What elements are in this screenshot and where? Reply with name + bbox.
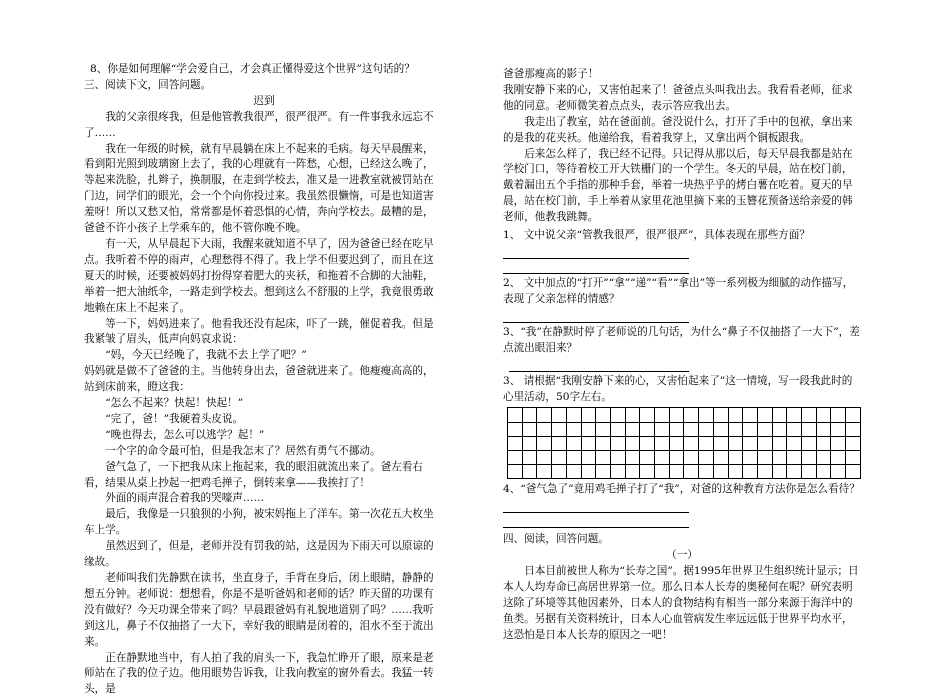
- grid-cell[interactable]: [669, 465, 684, 479]
- grid-cell[interactable]: [684, 422, 699, 436]
- grid-cell[interactable]: [596, 465, 611, 479]
- grid-cell[interactable]: [581, 436, 596, 450]
- grid-cell[interactable]: [699, 422, 714, 436]
- grid-cell[interactable]: [655, 436, 670, 450]
- grid-cell[interactable]: [552, 465, 567, 479]
- story-paragraph: 最后，我像是一只狼狈的小狗，被宋妈拖上了洋车。第一次花五大枚坐车上学。: [84, 508, 434, 537]
- grid-cell[interactable]: [831, 450, 846, 464]
- grid-cell[interactable]: [757, 465, 772, 479]
- grid-cell[interactable]: [581, 422, 596, 436]
- grid-cell[interactable]: [728, 408, 743, 422]
- grid-cell[interactable]: [816, 436, 831, 450]
- grid-cell[interactable]: [787, 465, 802, 479]
- grid-cell[interactable]: [772, 408, 787, 422]
- grid-cell[interactable]: [610, 422, 625, 436]
- grid-cell[interactable]: [537, 465, 552, 479]
- grid-cell[interactable]: [669, 436, 684, 450]
- grid-cell[interactable]: [522, 450, 537, 464]
- grid-cell[interactable]: [581, 465, 596, 479]
- grid-cell[interactable]: [831, 422, 846, 436]
- grid-cell[interactable]: [846, 465, 861, 479]
- section-3-heading: 三、阅读下文，回答问题。: [84, 78, 212, 91]
- grid-cell[interactable]: [596, 422, 611, 436]
- grid-cell[interactable]: [816, 408, 831, 422]
- grid-cell[interactable]: [640, 465, 655, 479]
- grid-cell[interactable]: [684, 408, 699, 422]
- grid-cell[interactable]: [772, 422, 787, 436]
- grid-cell[interactable]: [581, 408, 596, 422]
- grid-cell[interactable]: [625, 450, 640, 464]
- grid-cell[interactable]: [831, 408, 846, 422]
- answer-line[interactable]: [503, 259, 689, 274]
- question-4: 4、“爸气急了”竟用鸡毛掸子打了“我”，对爸的这种教育方法你是怎么看待？: [503, 483, 860, 496]
- story-paragraph: 我在一年级的时候，就有早晨躺在床上不起来的毛病。每天早晨醒来，看到阳光照到玻璃窗上去了，我的心理就有一阵愁，心想，已经这么晚了，等起来洗脸，扎辫子，换制服，在走到学校去，准又是一进教室就被罚站在门边，同学们的眼光，会一个个向你投过来。我虽然很懒惰，可是也知道害羞呀！所以又愁又怕，常常都是怀着恐惧的心情，奔向学校去。最糟的是，爸爸不许小孩子上学乘车的，他不管你晚不晚。: [84, 142, 434, 235]
- grid-cell[interactable]: [552, 450, 567, 464]
- grid-cell[interactable]: [713, 408, 728, 422]
- grid-cell[interactable]: [537, 450, 552, 464]
- story-paragraph: “完了，爸！”我硬着头皮说。: [105, 412, 244, 425]
- story-paragraph: 爸气急了，一下把我从床上拖起来，我的眼泪就流出来了。爸左看右看，结果从桌上抄起一把鸡毛掸子，倒转来拿——我挨打了！: [84, 460, 423, 489]
- question-writing: 3、 请根据“我刚安静下来的心，又害怕起来了”这一情境，写一段我此时的心里活动，50字左右。: [503, 374, 853, 403]
- grid-cell[interactable]: [816, 422, 831, 436]
- story-paragraph: 虽然迟到了，但是，老师并没有罚我的站，这是因为下雨天可以原谅的缘故。: [84, 540, 434, 569]
- grid-cell[interactable]: [625, 408, 640, 422]
- grid-cell[interactable]: [537, 436, 552, 450]
- grid-cell[interactable]: [596, 408, 611, 422]
- question-3: 3、“我”在静默时停了老师说的几句话，为什么“鼻子不仅抽搭了一大下”，差点流出眼泪来？: [503, 325, 860, 354]
- left-column: [84, 62, 444, 698]
- story-paragraph: 正在静默地当中，有人拍了我的肩头一下，我急忙睁开了眼，原来是老师站在了我的位子边。他用眼势告诉我，让我向教室的窗外看去。我猛一转头，是: [84, 651, 434, 696]
- grid-cell[interactable]: [625, 422, 640, 436]
- grid-cell[interactable]: [640, 408, 655, 422]
- story-paragraph: 等一下，妈妈进来了。他看我还没有起床，吓了一跳，催促着我。但是我紧皱了眉头，低声向妈哀求说：: [84, 317, 434, 346]
- grid-cell[interactable]: [508, 436, 523, 450]
- reading-subtitle: （一）: [666, 549, 698, 562]
- grid-cell[interactable]: [846, 408, 861, 422]
- story-paragraph: 我刚安静下来的心，又害怕起来了！爸爸点头叫我出去。我看看老师，征求他的同意。老师微笑着点点头，表示答应我出去。: [503, 83, 853, 112]
- story-paragraph: “妈，今天已经晚了，我就不去上学了吧？”: [105, 349, 307, 362]
- grid-cell[interactable]: [669, 408, 684, 422]
- grid-cell[interactable]: [728, 436, 743, 450]
- grid-cell[interactable]: [699, 436, 714, 450]
- grid-cell[interactable]: [787, 436, 802, 450]
- grid-cell[interactable]: [610, 450, 625, 464]
- grid-cell[interactable]: [552, 422, 567, 436]
- grid-cell[interactable]: [743, 465, 758, 479]
- story-paragraph: 老师叫我们先静默在读书，坐直身子，手背在身后，闭上眼睛，静静的想五分钟。老师说：想想看，你是不是听爸妈和老师的话？昨天留的功课有没有做好？今天功课全带来了吗？早晨跟爸妈有礼貌地道别了吗？……我听到这儿，鼻子不仅抽搭了一大下，幸好我的眼睛是闭着的，泪水不至于流出来。: [84, 572, 434, 648]
- grid-cell[interactable]: [699, 465, 714, 479]
- grid-cell[interactable]: [566, 465, 581, 479]
- story-paragraph: 一个字的命令最可怕，但是我怎末了？居然有勇气不挪动。: [105, 444, 381, 457]
- grid-cell[interactable]: [743, 408, 758, 422]
- grid-cell[interactable]: [669, 450, 684, 464]
- story-title: 迟到: [253, 94, 275, 107]
- grid-cell[interactable]: [699, 450, 714, 464]
- story-paragraph: 后来怎么样了，我已经不记得。只记得从那以后，每天早晨我都是站在学校门口，等待着校工开大铁栅门的一个学生。冬天的早晨，站在校门前，戴着漏出五个手指的那种手套，举着一块热乎乎的烤白薯在吃着。夏天的早晨，站在校门前，手上举着从家里花池里摘下来的玉簪花预备送给亲爱的韩老师，他教我跳舞。: [503, 147, 853, 224]
- grid-cell[interactable]: [537, 422, 552, 436]
- grid-cell[interactable]: [566, 450, 581, 464]
- story-paragraph: 我走出了教室，站在爸面前。爸没说什么，打开了手中的包袱，拿出来的是我的花夹袄。他递给我，看着我穿上，又拿出两个铜板跟我。: [503, 115, 853, 144]
- grid-cell[interactable]: [757, 450, 772, 464]
- answer-line[interactable]: [503, 513, 689, 528]
- question-1: 1、 文中说父亲“管教我很严，很严很严”，具体表现在那些方面？: [503, 229, 810, 242]
- grid-cell[interactable]: [566, 422, 581, 436]
- story-paragraph: 我的父亲很疼我，但是他管教我很严，很严很严。有一件事我永远忘不了……: [84, 110, 434, 139]
- grid-cell[interactable]: [522, 422, 537, 436]
- grid-cell[interactable]: [802, 422, 817, 436]
- grid-cell[interactable]: [552, 408, 567, 422]
- grid-cell[interactable]: [802, 408, 817, 422]
- grid-cell[interactable]: [802, 450, 817, 464]
- grid-cell[interactable]: [508, 450, 523, 464]
- grid-cell[interactable]: [772, 465, 787, 479]
- grid-cell[interactable]: [816, 465, 831, 479]
- story-paragraph: “怎么不起来？快起！快起！”: [105, 397, 244, 410]
- grid-cell[interactable]: [728, 422, 743, 436]
- grid-cell[interactable]: [772, 450, 787, 464]
- grid-cell[interactable]: [610, 465, 625, 479]
- grid-cell[interactable]: [846, 436, 861, 450]
- grid-cell[interactable]: [846, 422, 861, 436]
- grid-cell[interactable]: [669, 422, 684, 436]
- grid-cell[interactable]: [640, 422, 655, 436]
- grid-cell[interactable]: [728, 465, 743, 479]
- grid-cell[interactable]: [831, 436, 846, 450]
- grid-cell[interactable]: [625, 436, 640, 450]
- grid-cell[interactable]: [610, 408, 625, 422]
- answer-line[interactable]: [503, 498, 689, 513]
- right-column: [503, 67, 861, 644]
- story-paragraph: “晚也得去，怎么可以逃学？起！”: [105, 428, 265, 441]
- grid-cell[interactable]: [537, 408, 552, 422]
- grid-cell[interactable]: [699, 408, 714, 422]
- grid-cell[interactable]: [816, 450, 831, 464]
- grid-cell[interactable]: [522, 465, 537, 479]
- grid-cell[interactable]: [757, 422, 772, 436]
- writing-grid[interactable]: [507, 407, 861, 479]
- grid-cell[interactable]: [625, 465, 640, 479]
- grid-cell[interactable]: [757, 408, 772, 422]
- grid-cell[interactable]: [508, 408, 523, 422]
- grid-cell[interactable]: [713, 450, 728, 464]
- grid-cell[interactable]: [596, 450, 611, 464]
- grid-cell[interactable]: [640, 436, 655, 450]
- grid-cell[interactable]: [655, 422, 670, 436]
- grid-cell[interactable]: [743, 450, 758, 464]
- grid-cell[interactable]: [713, 465, 728, 479]
- question-2: 2、 文中加点的“打开”“拿”“递”“看”“拿出”等一系列极为细腻的动作描写，表现了父亲怎样的情感？: [503, 276, 854, 305]
- grid-cell[interactable]: [684, 450, 699, 464]
- story-paragraph: 妈妈就是做不了爸爸的主。当他转身出去，爸爸就进来了。他瘦瘦高高的，站到床前来，瞪这我：: [84, 365, 434, 394]
- answer-line[interactable]: [503, 244, 689, 259]
- grid-cell[interactable]: [508, 422, 523, 436]
- grid-cell[interactable]: [787, 450, 802, 464]
- grid-cell[interactable]: [802, 436, 817, 450]
- grid-cell[interactable]: [787, 422, 802, 436]
- grid-cell[interactable]: [787, 408, 802, 422]
- grid-cell[interactable]: [596, 436, 611, 450]
- story-paragraph: 外面的雨声混合着我的哭嚎声……: [105, 492, 265, 505]
- grid-cell[interactable]: [655, 450, 670, 464]
- grid-cell[interactable]: [757, 436, 772, 450]
- grid-cell[interactable]: [713, 422, 728, 436]
- story-paragraph: 爸爸那瘦高的影子！: [503, 68, 599, 80]
- grid-cell[interactable]: [846, 450, 861, 464]
- answer-line[interactable]: [503, 308, 689, 323]
- grid-cell[interactable]: [713, 436, 728, 450]
- grid-cell[interactable]: [802, 465, 817, 479]
- grid-cell[interactable]: [684, 465, 699, 479]
- story-paragraph: 有一天，从早晨起下大雨，我醒来就知道不早了，因为爸爸已经在吃早点。我听着不停的雨声，心理愁得不得了。我上学不但要迟到了，而且在这夏天的时候，还要被妈妈打扮得穿着肥大的夹袄，和拖着不合脚的大油鞋，举着一把大油纸伞，一路走到学校去。想到这么不舒服的上学，我竟很勇敢地赖在床上不起来了。: [84, 237, 434, 314]
- grid-cell[interactable]: [831, 465, 846, 479]
- grid-cell[interactable]: [743, 422, 758, 436]
- grid-cell[interactable]: [581, 450, 596, 464]
- grid-cell[interactable]: [728, 450, 743, 464]
- grid-cell[interactable]: [743, 436, 758, 450]
- grid-cell[interactable]: [508, 465, 523, 479]
- grid-cell[interactable]: [566, 408, 581, 422]
- grid-cell[interactable]: [522, 408, 537, 422]
- grid-cell[interactable]: [640, 450, 655, 464]
- grid-cell[interactable]: [552, 436, 567, 450]
- grid-cell[interactable]: [522, 436, 537, 450]
- grid-cell[interactable]: [655, 465, 670, 479]
- section-4-heading: 四、阅读，回答问题。: [503, 533, 609, 546]
- answer-line[interactable]: [509, 357, 689, 372]
- question-8: 8、你是如何理解“学会爱自己，才会真正懂得爱这个世界”这句话的？: [90, 63, 415, 75]
- grid-cell[interactable]: [655, 408, 670, 422]
- reading-paragraph: 日本目前被世人称为“长寿之国”。据1995年世界卫生组织统计显示；日本人人均寿命已高居世界第一位。那么日本人长寿的奥秘何在呢？研究表明这除了环境等其他因素外，日本人的食物结构有相当一部分来源于海洋中的鱼类。另据有关资料统计，日本人心血管病发生率远远低于世界平均水平，这恐怕是日本人长寿的原因之一吧！: [503, 565, 859, 641]
- grid-cell[interactable]: [772, 436, 787, 450]
- grid-cell[interactable]: [684, 436, 699, 450]
- grid-cell[interactable]: [566, 436, 581, 450]
- grid-cell[interactable]: [610, 436, 625, 450]
